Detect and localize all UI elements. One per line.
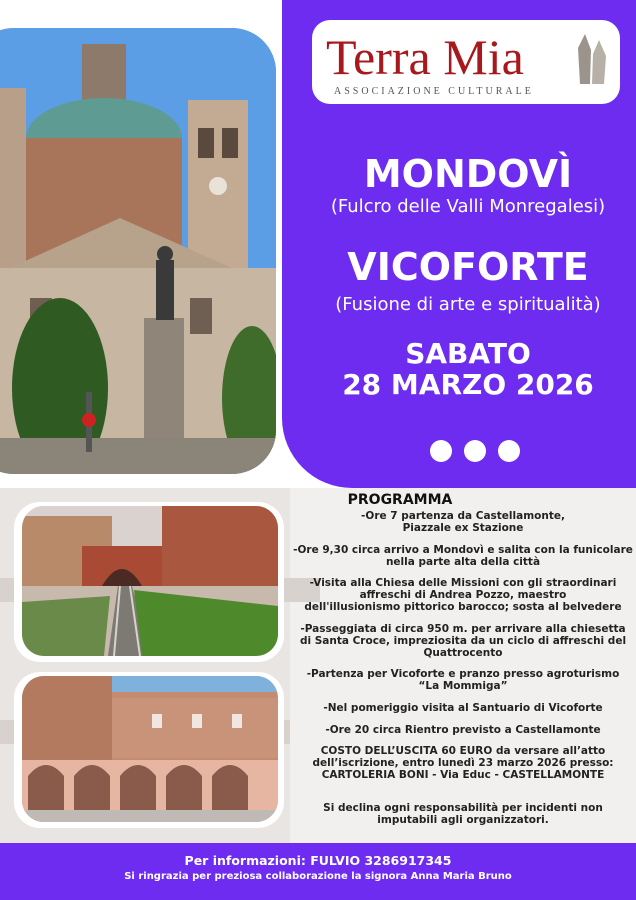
funicular-photo (22, 506, 278, 656)
decorative-dots (430, 440, 532, 466)
program-item: Piazzale ex Stazione (402, 522, 524, 534)
program-item: nella parte alta della città (385, 556, 541, 568)
city-title-vicoforte: VICOFORTE (347, 245, 589, 289)
event-date: 28 MARZO 2026 (342, 368, 594, 401)
city-subtitle-vicoforte: (Fusione di arte e spiritualità) (335, 294, 601, 315)
sanctuary-photo (0, 28, 276, 474)
logo-subtitle: ASSOCIAZIONE CULTURALE (334, 86, 534, 97)
dot-icon (430, 440, 452, 462)
dot-icon (464, 440, 486, 462)
program-item: -Ore 9,30 circa arrivo a Mondovì e salita con la funicolare (293, 544, 633, 556)
program-item: di Santa Croce, impreziosita da un ciclo di affreschi del (299, 635, 627, 647)
disclaimer-line: Si declina ogni responsabilità per incidenti non (323, 802, 603, 814)
program-item: dell'illusionismo pittorico barocco; sosta al belvedere (304, 601, 622, 613)
program-item: -Passeggiata di circa 950 m. per arrivare alla chiesetta (300, 623, 626, 635)
program-item: -Ore 20 circa Rientro previsto a Castellamonte (325, 724, 601, 736)
program-item: “La Mommiga” (418, 680, 508, 692)
cost-line: CARTOLERIA BONI - Via Educ - CASTELLAMONTE (321, 769, 605, 781)
event-day: SABATO (405, 337, 531, 370)
logo-box (312, 20, 620, 104)
program-item: affreschi di Andrea Pozzo, maestro (359, 589, 567, 601)
program-item: -Nel pomeriggio visita al Santuario di Vicoforte (323, 702, 603, 714)
contact-info: Per informazioni: FULVIO 3286917345 (184, 853, 452, 868)
thanks-note: Si ringrazia per preziosa collaborazione la signora Anna Maria Bruno (124, 871, 512, 882)
city-title-mondovi: MONDOVÌ (363, 152, 573, 196)
dot-icon (498, 440, 520, 462)
santa-croce-photo (22, 676, 278, 822)
standing-stones-icon (576, 30, 608, 88)
program-section (0, 488, 636, 843)
logo-title: Terra Mia (326, 29, 524, 85)
disclaimer-line: imputabili agli organizzatori. (377, 814, 549, 826)
program-title: PROGRAMMA (347, 492, 453, 508)
footer (0, 843, 636, 900)
city-subtitle-mondovi: (Fulcro delle Valli Monregalesi) (330, 196, 606, 217)
program-item: -Visita alla Chiesa delle Missioni con gli straordinari (309, 577, 617, 589)
cost-line: dell’iscrizione, entro lunedì 23 marzo 2026 presso: (312, 757, 614, 769)
program-item: Quattrocento (423, 647, 503, 659)
program-item: -Ore 7 partenza da Castellamonte, (361, 510, 565, 522)
program-item: -Partenza per Vicoforte e pranzo presso agroturismo (306, 668, 620, 680)
cost-line: COSTO DELL’USCITA 60 EURO da versare all’atto (320, 745, 606, 757)
